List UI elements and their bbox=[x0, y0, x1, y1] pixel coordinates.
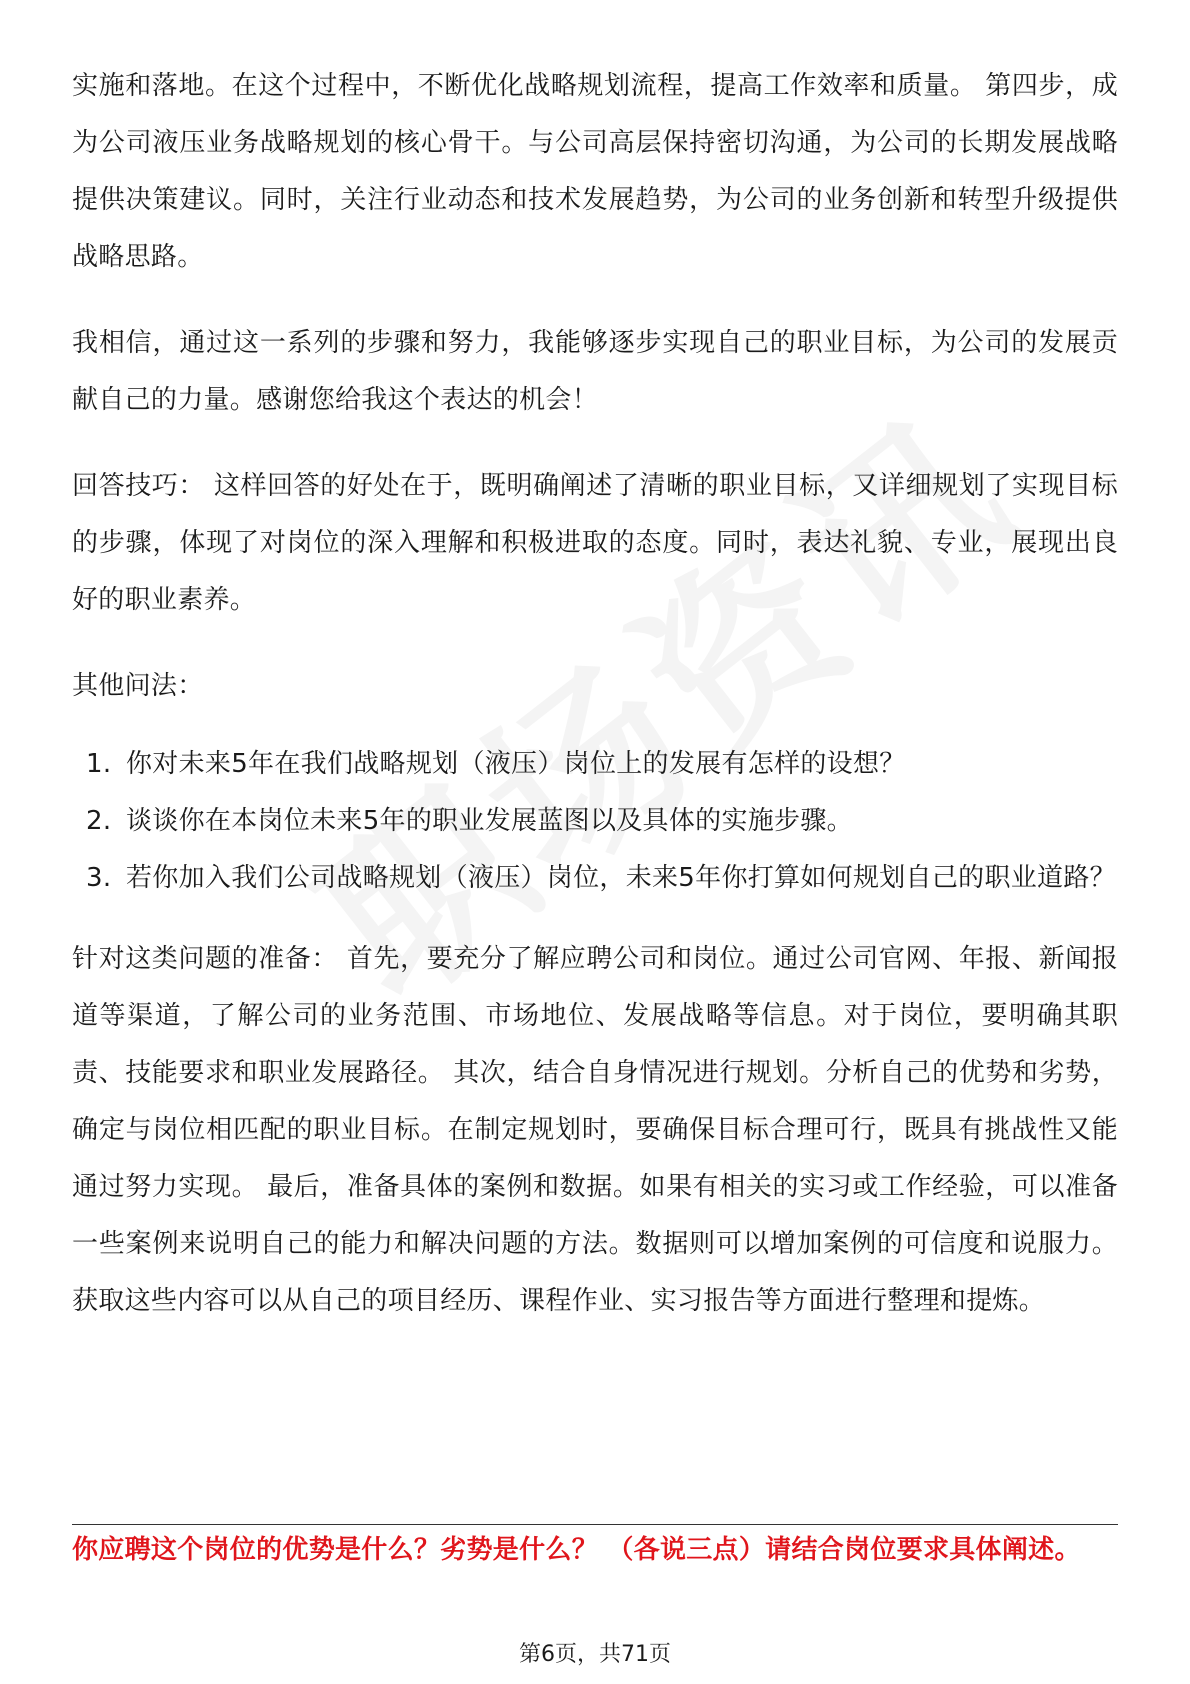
page-number: 第6页，共71页 bbox=[519, 1642, 671, 1667]
list-number: 1. bbox=[86, 749, 112, 779]
list-item-text: 你对未来5年在我们战略规划（液压）岗位上的发展有怎样的设想？ bbox=[126, 749, 906, 779]
next-question-heading: 你应聘这个岗位的优势是什么？劣势是什么？ （各说三点）请结合岗位要求具体阐述。 bbox=[72, 1535, 1081, 1565]
paragraph-other-asks-heading: 其他问法： bbox=[72, 671, 204, 701]
list-number: 2. bbox=[86, 806, 112, 836]
list-number: 3. bbox=[86, 863, 112, 893]
paragraph-preparation: 针对这类问题的准备： 首先，要充分了解应聘公司和岗位。通过公司官网、年报、新闻报道等渠道，了解公司的业务范围、市场地位、发展战略等信息。对于岗位，要明确其职责、技能要求和职业发展路径。 其次，结合自身情况进行规划。分析自己的优势和劣势，确定与岗位相匹配的职业目标。在制定规划时，要确保目标合理可行，既具有挑战性又能通过努力实现。 最后，准备具体的案例和数据。如果有相关的实习或工作经验，可以准备一些案例来说明自己的能力和解决问题的方法。数据则可以增加案例的可信度和说服力。获取这些内容可以从自己的项目经历、课程作业、实习报告等方面进行整理和提炼。 bbox=[72, 944, 1118, 1316]
list-item-text: 若你加入我们公司战略规划（液压）岗位，未来5年你打算如何规划自己的职业道路？ bbox=[126, 863, 1116, 893]
list-item bbox=[72, 850, 1118, 907]
paragraph-answer-tips: 回答技巧： 这样回答的好处在于，既明确阐述了清晰的职业目标，又详细规划了实现目标的步骤，体现了对岗位的深入理解和积极进取的态度。同时，表达礼貌、专业，展现出良好的职业素养。 bbox=[72, 471, 1118, 615]
section-divider bbox=[72, 1524, 1118, 1525]
paragraph-closing: 我相信，通过这一系列的步骤和努力，我能够逐步实现自己的职业目标，为公司的发展贡献自己的力量。感谢您给我这个表达的机会！ bbox=[72, 328, 1118, 415]
list-item bbox=[72, 793, 1118, 850]
list-item-text: 谈谈你在本岗位未来5年的职业发展蓝图以及具体的实施步骤。 bbox=[126, 806, 853, 836]
list-item bbox=[72, 736, 1118, 793]
other-asks-list bbox=[72, 736, 1118, 907]
paragraph-step-four: 实施和落地。在这个过程中，不断优化战略规划流程，提高工作效率和质量。 第四步，成为公司液压业务战略规划的核心骨干。与公司高层保持密切沟通，为公司的长期发展战略提供决策建议。同时，关注行业动态和技术发展趋势，为公司的业务创新和转型升级提供战略思路。 bbox=[72, 71, 1118, 272]
document-body bbox=[72, 58, 1118, 1330]
